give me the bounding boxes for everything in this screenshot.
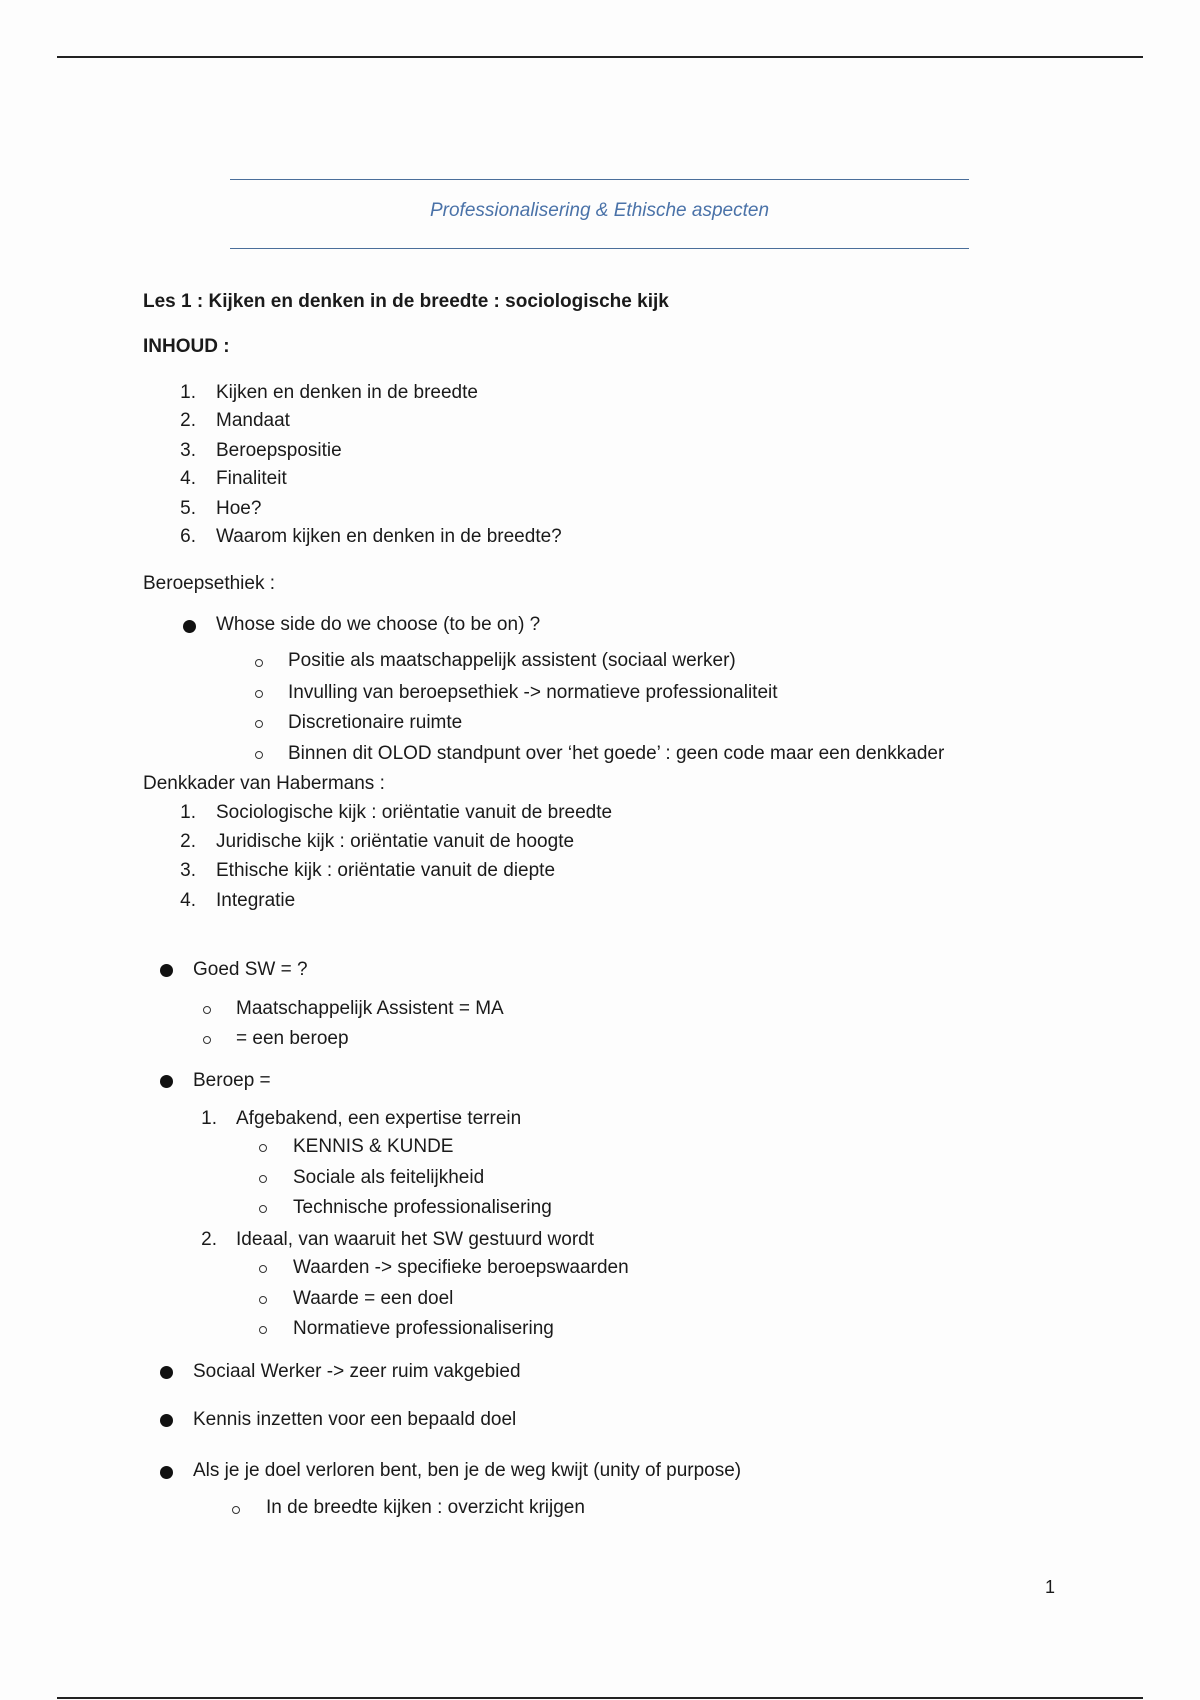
sub-item: Positie als maatschappelijk assistent (sociaal werker) [288, 650, 736, 671]
bullet-dot [160, 1075, 173, 1088]
sub-item: In de breedte kijken : overzicht krijgen [266, 1497, 585, 1518]
list-number: 2. [180, 410, 196, 431]
list-item: Mandaat [216, 410, 290, 431]
bullet-dot [160, 1414, 173, 1427]
inhoud-label: INHOUD : [143, 336, 230, 357]
sub-bullet [255, 690, 263, 698]
list-item: Ideaal, van waaruit het SW gestuurd wordt [236, 1229, 595, 1250]
sub-bullet [259, 1144, 267, 1152]
page-top-rule [57, 56, 1143, 58]
bullet-text: Beroep = [193, 1070, 271, 1091]
list-item: Sociologische kijk : oriëntatie vanuit de breedte [216, 802, 613, 823]
sub-bullet [203, 1006, 211, 1014]
lesson-heading: Les 1 : Kijken en denken in de breedte : sociologische kijk [143, 291, 669, 312]
sub-item: Binnen dit OLOD standpunt over ‘het goede’ : geen code maar een denkkader [288, 743, 945, 764]
list-number: 6. [180, 526, 196, 547]
list-item: Hoe? [216, 498, 262, 519]
list-number: 1. [180, 382, 196, 403]
list-number: 1. [201, 1108, 217, 1129]
sub-bullet [259, 1326, 267, 1334]
list-number: 2. [180, 831, 196, 852]
sub-bullet [259, 1296, 267, 1304]
bullet-text: Goed SW = ? [193, 959, 308, 980]
list-item: Integratie [216, 890, 296, 911]
bullet-dot [183, 620, 196, 633]
sub-item: Technische professionalisering [293, 1197, 552, 1218]
list-number: 3. [180, 860, 196, 881]
bullet-text: Whose side do we choose (to be on) ? [216, 614, 541, 635]
sub-bullet [232, 1506, 240, 1514]
sub-bullet [259, 1265, 267, 1273]
sub-bullet [255, 720, 263, 728]
page-number: 1 [1045, 1577, 1056, 1597]
list-number: 5. [180, 498, 196, 519]
title-top-rule [230, 179, 969, 180]
list-item: Waarom kijken en denken in de breedte? [216, 526, 562, 547]
list-item: Kijken en denken in de breedte [216, 382, 478, 403]
bullet-text: Als je je doel verloren bent, ben je de weg kwijt (unity of purpose) [193, 1460, 742, 1481]
sub-item: = een beroep [236, 1028, 349, 1049]
sub-item: Waarde = een doel [293, 1288, 454, 1309]
sub-bullet [259, 1175, 267, 1183]
list-item: Afgebakend, een expertise terrein [236, 1108, 522, 1129]
denkkader-label: Denkkader van Habermans : [143, 773, 385, 794]
list-number: 1. [180, 802, 196, 823]
list-number: 4. [180, 890, 196, 911]
list-number: 2. [201, 1229, 217, 1250]
bullet-text: Sociaal Werker -> zeer ruim vakgebied [193, 1361, 521, 1382]
sub-item: KENNIS & KUNDE [293, 1136, 454, 1157]
list-item: Beroepspositie [216, 440, 342, 461]
list-item: Finaliteit [216, 468, 287, 489]
sub-item: Normatieve professionalisering [293, 1318, 554, 1339]
sub-bullet [259, 1205, 267, 1213]
bullet-text: Kennis inzetten voor een bepaald doel [193, 1409, 517, 1430]
sub-item: Waarden -> specifieke beroepswaarden [293, 1257, 629, 1278]
title-bottom-rule [230, 248, 969, 249]
list-item: Juridische kijk : oriëntatie vanuit de hoogte [216, 831, 575, 852]
bullet-dot [160, 964, 173, 977]
list-number: 4. [180, 468, 196, 489]
list-number: 3. [180, 440, 196, 461]
document-title: Professionalisering & Ethische aspecten [429, 200, 770, 221]
sub-item: Sociale als feitelijkheid [293, 1167, 485, 1188]
page-bottom-rule [57, 1697, 1143, 1699]
beroepsethiek-label: Beroepsethiek : [143, 573, 276, 594]
sub-bullet [255, 751, 263, 759]
sub-bullet [255, 659, 263, 667]
sub-bullet [203, 1036, 211, 1044]
sub-item: Maatschappelijk Assistent = MA [236, 998, 504, 1019]
list-item: Ethische kijk : oriëntatie vanuit de diepte [216, 860, 556, 881]
bullet-dot [160, 1466, 173, 1479]
sub-item: Invulling van beroepsethiek -> normatieve professionaliteit [288, 682, 778, 703]
bullet-dot [160, 1366, 173, 1379]
sub-item: Discretionaire ruimte [288, 712, 463, 733]
